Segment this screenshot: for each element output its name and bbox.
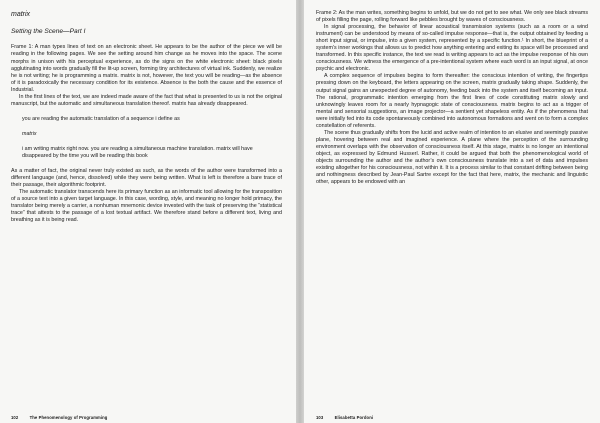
body-paragraph: A complex sequence of impulses begins to form thereafter: the conscious intention of writing, the fingertips pressing down on the keyboard, the letters appearing on the screen, matrix gradually taking shape. Suddenly, the output signal gains an unexpected degree of autonomy, feeding back into the system and itself becoming an input. The rational, programmatic intention emerging from the first lines of code constituting matrix slowly and unknowingly leaves room for a nearly hypnagogic state of consciousness. matrix begins to act as a trigger of mental and sensorial suggestions, an image projector—a sentient yet shapeless entity. As if the phenomena that were initially fed into its code spontaneously combined into autonomous formations and went on to form a complex constellation of referents. xyxy=(316,73,588,129)
body-paragraph: In signal processing, the behavior of linear acoustical transmission systems (such as a room or a wind instrument) can be understood by means of so-called impulse response—that is, the output obtained by feeding a short input signal, or impulse, into a given system, represented by a specific function.¹ In short, the blueprint of a system’s inner workings that allows us to predict how anything entering and exiting its space will be processed and transformed. In this specific instance, the text we read is writing appears to act as the impulse response of his own consciousness. We witness the emergence of a pre-intentional system where each word is an input signal, at once psychic and electronic. xyxy=(316,24,588,73)
excerpt-title: matrix xyxy=(22,130,37,137)
section-heading: Setting the Scene—Part I xyxy=(11,28,86,35)
body-paragraph: The scene thus gradually shifts from the lucid and active realm of intention to an elusive and seemingly passive plane, hovering between real and imagined experience. A plane where the perception of the surrounding environment overlaps with the observation of consciousness itself. At this stage, matrix is no longer an intentional object, as expressed by Edmund Husserl. Rather, it could be argued that both the phenomenological world of objects surrounding the author and the author’s own consciousness translate into a set of data and impulses existing altogether for his consciousness, not within it. It is a process similar to that constant drifting between being and nothingness described by Jean-Paul Sartre except for the fact that here, matrix, the mechanic and linguistic other, appears to be endowed with an xyxy=(316,129,588,186)
footer-author-name: Elisabetta Pordoni xyxy=(334,415,374,420)
left-page xyxy=(0,0,296,423)
right-page xyxy=(304,0,600,423)
body-paragraph: In the first lines of the text, we are indeed made aware of the fact that what is presented to us is not the original manuscript, but the automatic and simultaneous translation thereof. matrix has already disappeared. xyxy=(11,93,282,107)
body-paragraph: Frame 1: A man types lines of text on an electronic sheet. He appears to be the author of the piece we will be reading in the following pages. We see the setting around him change as he moves into the space. The scene morphs in unison with his perceptual experience, as do the signs on the white electronic sheet: black pixels agglutinating into words gradually fill the lit-up screen, forming tiny architectures of virtual ink. Suddenly, we realize he is not writing; he is programming a matrix. matrix is not, however, the text you will be reading—as the absence of it is paradoxically the necessary condition for its existence. Absence is the both the cause and the essence of Industrial. xyxy=(11,44,282,93)
page-number: 103 xyxy=(316,415,324,420)
quoted-excerpt xyxy=(22,116,276,160)
body-paragraph: As a matter of fact, the original never truly existed as such, as the words of the author were transformed into a different language (and, hence, dissolved) while they were being written. What is left is therefore a bare trace of their passage, their algorithmic footprint. xyxy=(11,168,282,189)
page-number: 102 xyxy=(11,415,19,420)
excerpt-line xyxy=(22,131,276,138)
page-footer xyxy=(11,415,107,420)
page-footer xyxy=(316,415,373,420)
body-paragraph: Frame 2: As the man writes, something begins to unfold, but we do not get to see what. We only see black streams of pixels filling the page, rolling forward like pebbles brought by waves of consciousness. xyxy=(316,10,588,24)
book-gutter xyxy=(296,0,304,423)
excerpt-line: you are reading the automatic translation of a sequence i define as xyxy=(22,115,180,122)
footer-book-title: The Phenomenology of Programming xyxy=(29,415,108,420)
running-title: matrix xyxy=(11,11,31,18)
body-paragraph: The automatic translator transcends here its primary function as an informatic tool allowing for the transposition of a source text into a given target language. In this case, wording, style, and meaning no longer hold primacy, the translator being merely a carrier, a nonhuman mnemonic device invested with the task of preserving the “statistical trace” that attests to the passage of a lost textual artifact. We therefore stand before a different text, living and breathing as it is being read. xyxy=(11,189,282,224)
excerpt-line: i am writing matrix right now. you are reading a simultaneous machine translation. matrix will have disappeared by the time you will be reading this book xyxy=(22,145,253,159)
